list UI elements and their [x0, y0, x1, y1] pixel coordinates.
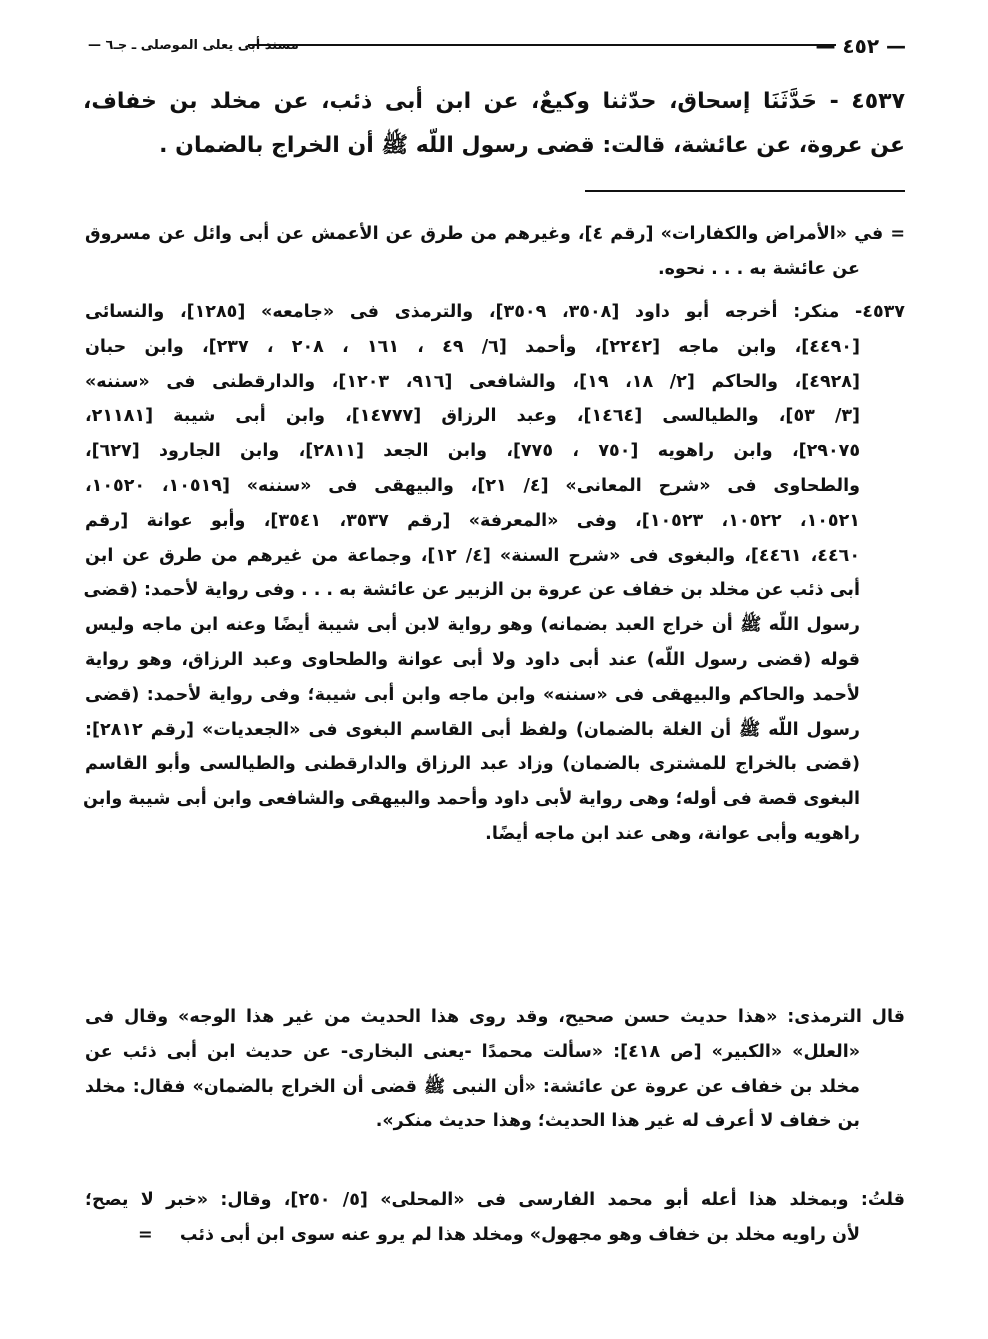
- footnote-line-takhrij: ٤٥٣٧- منكر: أخرجه أبو داود [٣٥٠٨، ٣٥٠٩]، والترمذى فى «جامعه» [١٢٨٥]، والنسائى: [85, 302, 905, 322]
- footnote-line-takhrij: أبى ذئب عن مخلد بن خفاف عن عروة بن الزبير عن عائشة به . . . وفى رواية لأحمد: (قضى: [83, 580, 860, 601]
- footnote-line-takhrij: [٣/ ٥٣]، والطيالسى [١٤٦٤]، وعبد الرزاق [١٤٧٧٧]، وابن أبى شيبة [٢١١٨١،: [85, 406, 861, 427]
- footnote-line-takhrij: رسول اللّه ﷺ أن خراج العبد بضمانه) وهو رواية لابن أبى شيبة أيضًا وعنه ابن ماجه وليس: [85, 615, 860, 636]
- hadith-line: ٤٥٣٧ - حَدَّثَنَا إسحاق، حدّثنا وكيعٌ، عن ابن أبى ذئب، عن مخلد بن خفاف،: [83, 89, 905, 114]
- footnote-line-takhrij: ٢٩٠٧٥]، وابن راهويه [٧٥٠ ، ٧٧٥]، وابن الجعد [٢٨١١]، وابن الجارود [٦٢٧]،: [85, 441, 860, 462]
- footnote-line-takhrij: البغوى قصة فى أوله؛ وهى رواية لأبى داود وأحمد والبيهقى والشافعى وابن أبى شيبة وابن: [83, 789, 860, 810]
- running-header: [88, 34, 906, 56]
- footnote-separator: [585, 190, 905, 192]
- footnote-line-qultu: قلتُ: وبمخلد هذا أعله أبو محمد الفارسى فى «المحلى» [٥/ ٢٥٠]، وقال: «خبر لا يصح؛: [85, 1190, 906, 1210]
- footnote-line-takhrij: رسول اللّه ﷺ أن الغلة بالضمان) ولفظ أبى القاسم البغوى فى «الجعديات» [رقم ٢٨١٢]:: [85, 719, 860, 740]
- footnote-line-takhrij: ٤٤٦٠، ٤٤٦١]، والبغوى فى «شرح السنة» [٤/ ١٢]، وجماعة من غيرهم من طرق عن ابن: [85, 545, 861, 566]
- header-rule: [248, 44, 836, 46]
- footnote-line-tirmidhi: بن خفاف لا أعرف له غير هذا الحديث؛ وهذا حديث منكر».: [375, 1111, 860, 1132]
- footnote-line-continuation: عن عائشة به . . . نحوه.: [657, 258, 860, 279]
- footnote-line-takhrij: [٤٩٢٨]، والحاكم [٢/ ١٨، ١٩]، والشافعى [٩١٦، ١٢٠٣]، والدارقطنى فى «سننه»: [85, 371, 860, 392]
- book-title: مسند أبى يعلى الموصلى ـ جـ٦ —: [88, 38, 299, 53]
- continues-mark: =: [138, 1224, 153, 1245]
- footnote-line-continuation: = في «الأمراض والكفارات» [رقم ٤]، وغيرهم من طرق عن الأعمش عن أبى وائل عن مسروق: [85, 224, 905, 244]
- footnote-line-takhrij: راهويه وأبى عوانة، وهى عند ابن ماجه أيضًا.: [485, 824, 860, 844]
- footnote-line-takhrij: قوله (قضى رسول اللّه) عند أبى داود ولا أبى عوانة والطحاوى وعبد الرزاق، وهو رواية: [85, 650, 860, 670]
- footnote-line-takhrij: (قضى بالخراج للمشترى بالضمان) وزاد عبد الرزاق والدارقطنى والطيالسى وأبو القاسم: [85, 754, 860, 775]
- footnote-line-tirmidhi: مخلد بن خفاف عن عروة عن عائشة: «أن النبى ﷺ قضى أن الخراج بالضمان» فقال: مخلد: [85, 1076, 860, 1097]
- page-number: — ٤٥٢ —: [815, 34, 906, 58]
- footnote-line-takhrij: والطحاوى فى «شرح المعانى» [٤/ ٢١]، والبيهقى فى «سننه» [١٠٥١٩، ١٠٥٢٠،: [85, 476, 860, 496]
- footnote-line-tirmidhi: «العلل» «الكبير» [ص ٤١٨]: «سألت محمدًا -يعنى البخارى- عن حديث ابن أبى ذئب عن: [85, 1041, 860, 1062]
- footnote-line-takhrij: لأحمد والحاكم والبيهقى فى «سننه» وابن ماجه وابن أبى شيبة؛ وفى رواية لأحمد: (قضى: [85, 684, 860, 705]
- footnote-line-takhrij: ١٠٥٢١، ١٠٥٢٢، ١٠٥٢٣]، وفى «المعرفة» [رقم ٣٥٣٧، ٣٥٤١]، وأبو عوانة [رقم: [85, 510, 860, 531]
- footnote-line-takhrij: [٤٤٩٠]، وابن ماجه [٢٢٤٢]، وأحمد [٦/ ٤٩ ، ١٦١ ، ٢٠٨ ، ٢٣٧]، وابن حبان: [85, 336, 860, 357]
- footnote-line-tirmidhi: قال الترمذى: «هذا حديث حسن صحيح، وقد روى هذا الحديث من غير هذا الوجه» وقال فى: [85, 1007, 905, 1027]
- footnote-line-qultu: لأن راويه مخلد بن خفاف وهو مجهول» ومخلد هذا لم يرو عنه سوى ابن أبى ذئب: [179, 1224, 860, 1245]
- hadith-line: عن عروة، عن عائشة، قالت: قضى رسول اللّه ﷺ أن الخراج بالضمان .: [159, 133, 905, 158]
